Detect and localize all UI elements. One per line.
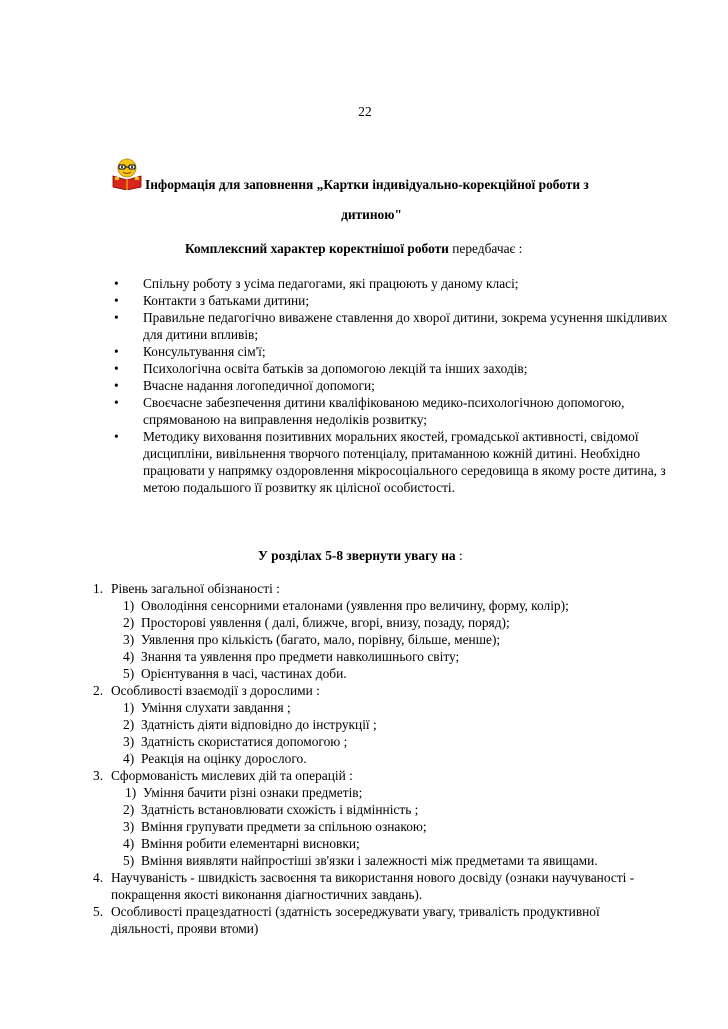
sub-list-item — [111, 665, 683, 682]
list-item-text: Научуваність - швидкість засвоєння та використання нового досвіду (ознаки научуваності - покращення якості виконання діагностичних завдань). — [111, 870, 635, 902]
sub-item-text: Орієнтування в часі, частинах доби. — [141, 666, 347, 681]
list-item — [112, 275, 672, 292]
list-item-text: Методику виховання позитивних моральних якостей, громадської активності, свідомої дисципліни, вивільнення творчого потенціалу, притаманною кожній дитині. Необхідно працювати у напрямку оздоровлення мікросоціального середовища в якому росте дитина, з метою подальшого її розвитку як цілісної особистості. — [143, 429, 666, 495]
sub-item-number: 2) — [123, 717, 135, 732]
list-item-number: 4. — [93, 870, 104, 885]
list-item-text: Особливості взаємодії з дорослими : — [111, 683, 320, 698]
list-item-number: 2. — [93, 683, 104, 698]
sub-item-text: Здатність скористатися допомогою ; — [141, 734, 348, 749]
bullet-marker: • — [114, 293, 119, 308]
sub-item-number: 2) — [123, 802, 135, 817]
complex-intro-bold: Комплексний характер коректнішої роботи — [185, 241, 449, 256]
sub-list-item — [111, 648, 683, 665]
sub-item-text: Вміння робити елементарні висновки; — [141, 836, 360, 851]
sub-item-text: Уявлення про кількість (багато, мало, порівну, більше, менше); — [141, 632, 501, 647]
sub-list-item — [111, 835, 683, 852]
list-item — [112, 343, 672, 360]
list-item-text: Консультування сім'ї; — [143, 344, 266, 359]
sub-list-item — [111, 716, 683, 733]
bullet-marker: • — [114, 310, 119, 325]
list-item — [93, 682, 683, 767]
bullet-marker: • — [114, 361, 119, 376]
sub-item-text: Вміння виявляти найпростіші зв'язки і залежності між предметами та явищами. — [141, 853, 598, 868]
sub-list-item — [111, 784, 683, 801]
list-item — [93, 869, 683, 903]
page-number: 22 — [358, 104, 372, 119]
section-heading-rest: : — [455, 548, 463, 563]
list-item-text: Контакти з батьками дитини; — [143, 293, 310, 308]
sub-item-text: Оволодіння сенсорними еталонами (уявлення про величину, форму, колір); — [141, 598, 569, 613]
sub-item-text: Просторові уявлення ( далі, ближче, вгорі, внизу, позаду, поряд); — [141, 615, 510, 630]
list-item-text: Спільну роботу з усіма педагогами, які працюють у даному класі; — [143, 276, 519, 291]
sub-item-number: 4) — [123, 836, 135, 851]
sub-list — [111, 784, 683, 869]
sub-item-number: 3) — [123, 734, 135, 749]
sub-list-item — [111, 699, 683, 716]
reading-book-face-icon — [110, 156, 144, 190]
list-item — [112, 360, 672, 377]
sub-item-number: 3) — [123, 632, 135, 647]
list-item — [112, 377, 672, 394]
sub-item-number: 3) — [123, 819, 135, 834]
sub-list — [111, 597, 683, 682]
list-item — [112, 292, 672, 309]
sub-item-number: 5) — [123, 666, 135, 681]
list-item-number: 3. — [93, 768, 104, 783]
list-item-text: Вчасне надання логопедичної допомоги; — [143, 378, 375, 393]
bullet-marker: • — [114, 429, 119, 444]
sub-item-number: 4) — [123, 649, 135, 664]
list-item-text: Сформованість мислевих дій та операцій : — [111, 768, 353, 783]
list-item — [93, 903, 683, 937]
numbered-list — [93, 580, 683, 937]
sub-list-item — [111, 631, 683, 648]
sub-item-text: Здатність встановлювати схожість і відмінність ; — [141, 802, 419, 817]
sub-item-number: 2) — [123, 615, 135, 630]
list-item-text: Психологічна освіта батьків за допомогою лекцій та інших заходів; — [143, 361, 528, 376]
sub-list — [111, 699, 683, 767]
bullet-list — [112, 275, 672, 496]
list-item — [93, 767, 683, 869]
sub-item-number: 4) — [123, 751, 135, 766]
section-heading — [258, 547, 463, 564]
sub-item-number: 1) — [125, 785, 137, 800]
list-item-text: Особливості працездатності (здатність зосереджувати увагу, тривалість продуктивної діяльності, прояви втоми) — [111, 904, 600, 936]
sub-list-item — [111, 614, 683, 631]
complex-intro — [185, 240, 522, 257]
sub-item-text: Уміння слухати завдання ; — [141, 700, 291, 715]
sub-list-item — [111, 801, 683, 818]
sub-item-text: Знання та уявлення про предмети навколишнього світу; — [141, 649, 460, 664]
list-item-text: Правильне педагогічно виважене ставлення до хворої дитини, зокрема усунення шкідливих для дитини впливів; — [143, 310, 668, 342]
bullet-marker: • — [114, 276, 119, 291]
sub-item-text: Уміння бачити різні ознаки предметів; — [143, 785, 363, 800]
section-heading-bold: У розділах 5-8 звернути увагу на — [258, 548, 456, 563]
sub-item-number: 1) — [123, 598, 135, 613]
list-item-text: Рівень загальної обізнаності : — [111, 581, 280, 596]
list-item-number: 5. — [93, 904, 104, 919]
sub-list-item — [111, 750, 683, 767]
bullet-marker: • — [114, 378, 119, 393]
list-item — [112, 394, 672, 428]
sub-item-text: Вміння групувати предмети за спільною ознакою; — [141, 819, 427, 834]
list-item — [93, 580, 683, 682]
complex-intro-rest: передбачає : — [448, 241, 523, 256]
sub-list-item — [111, 852, 683, 869]
document-title: Інформація для заповнення „Картки індивідуально-корекційної роботи з — [145, 177, 589, 192]
list-item — [112, 309, 672, 343]
list-item-number: 1. — [93, 581, 104, 596]
document-title-continued: дитиною" — [341, 207, 402, 222]
list-item-text: Своєчасне забезпечення дитини кваліфікованою медико-психологічною допомогою, спрямованою на виправлення недоліків розвитку; — [143, 395, 625, 427]
sub-list-item — [111, 818, 683, 835]
sub-list-item — [111, 597, 683, 614]
list-item — [112, 428, 672, 496]
bullet-marker: • — [114, 395, 119, 410]
sub-item-text: Здатність діяти відповідно до інструкції ; — [141, 717, 377, 732]
sub-item-number: 5) — [123, 853, 135, 868]
sub-item-text: Реакція на оцінку дорослого. — [141, 751, 307, 766]
sub-list-item — [111, 733, 683, 750]
sub-item-number: 1) — [123, 700, 135, 715]
bullet-marker: • — [114, 344, 119, 359]
